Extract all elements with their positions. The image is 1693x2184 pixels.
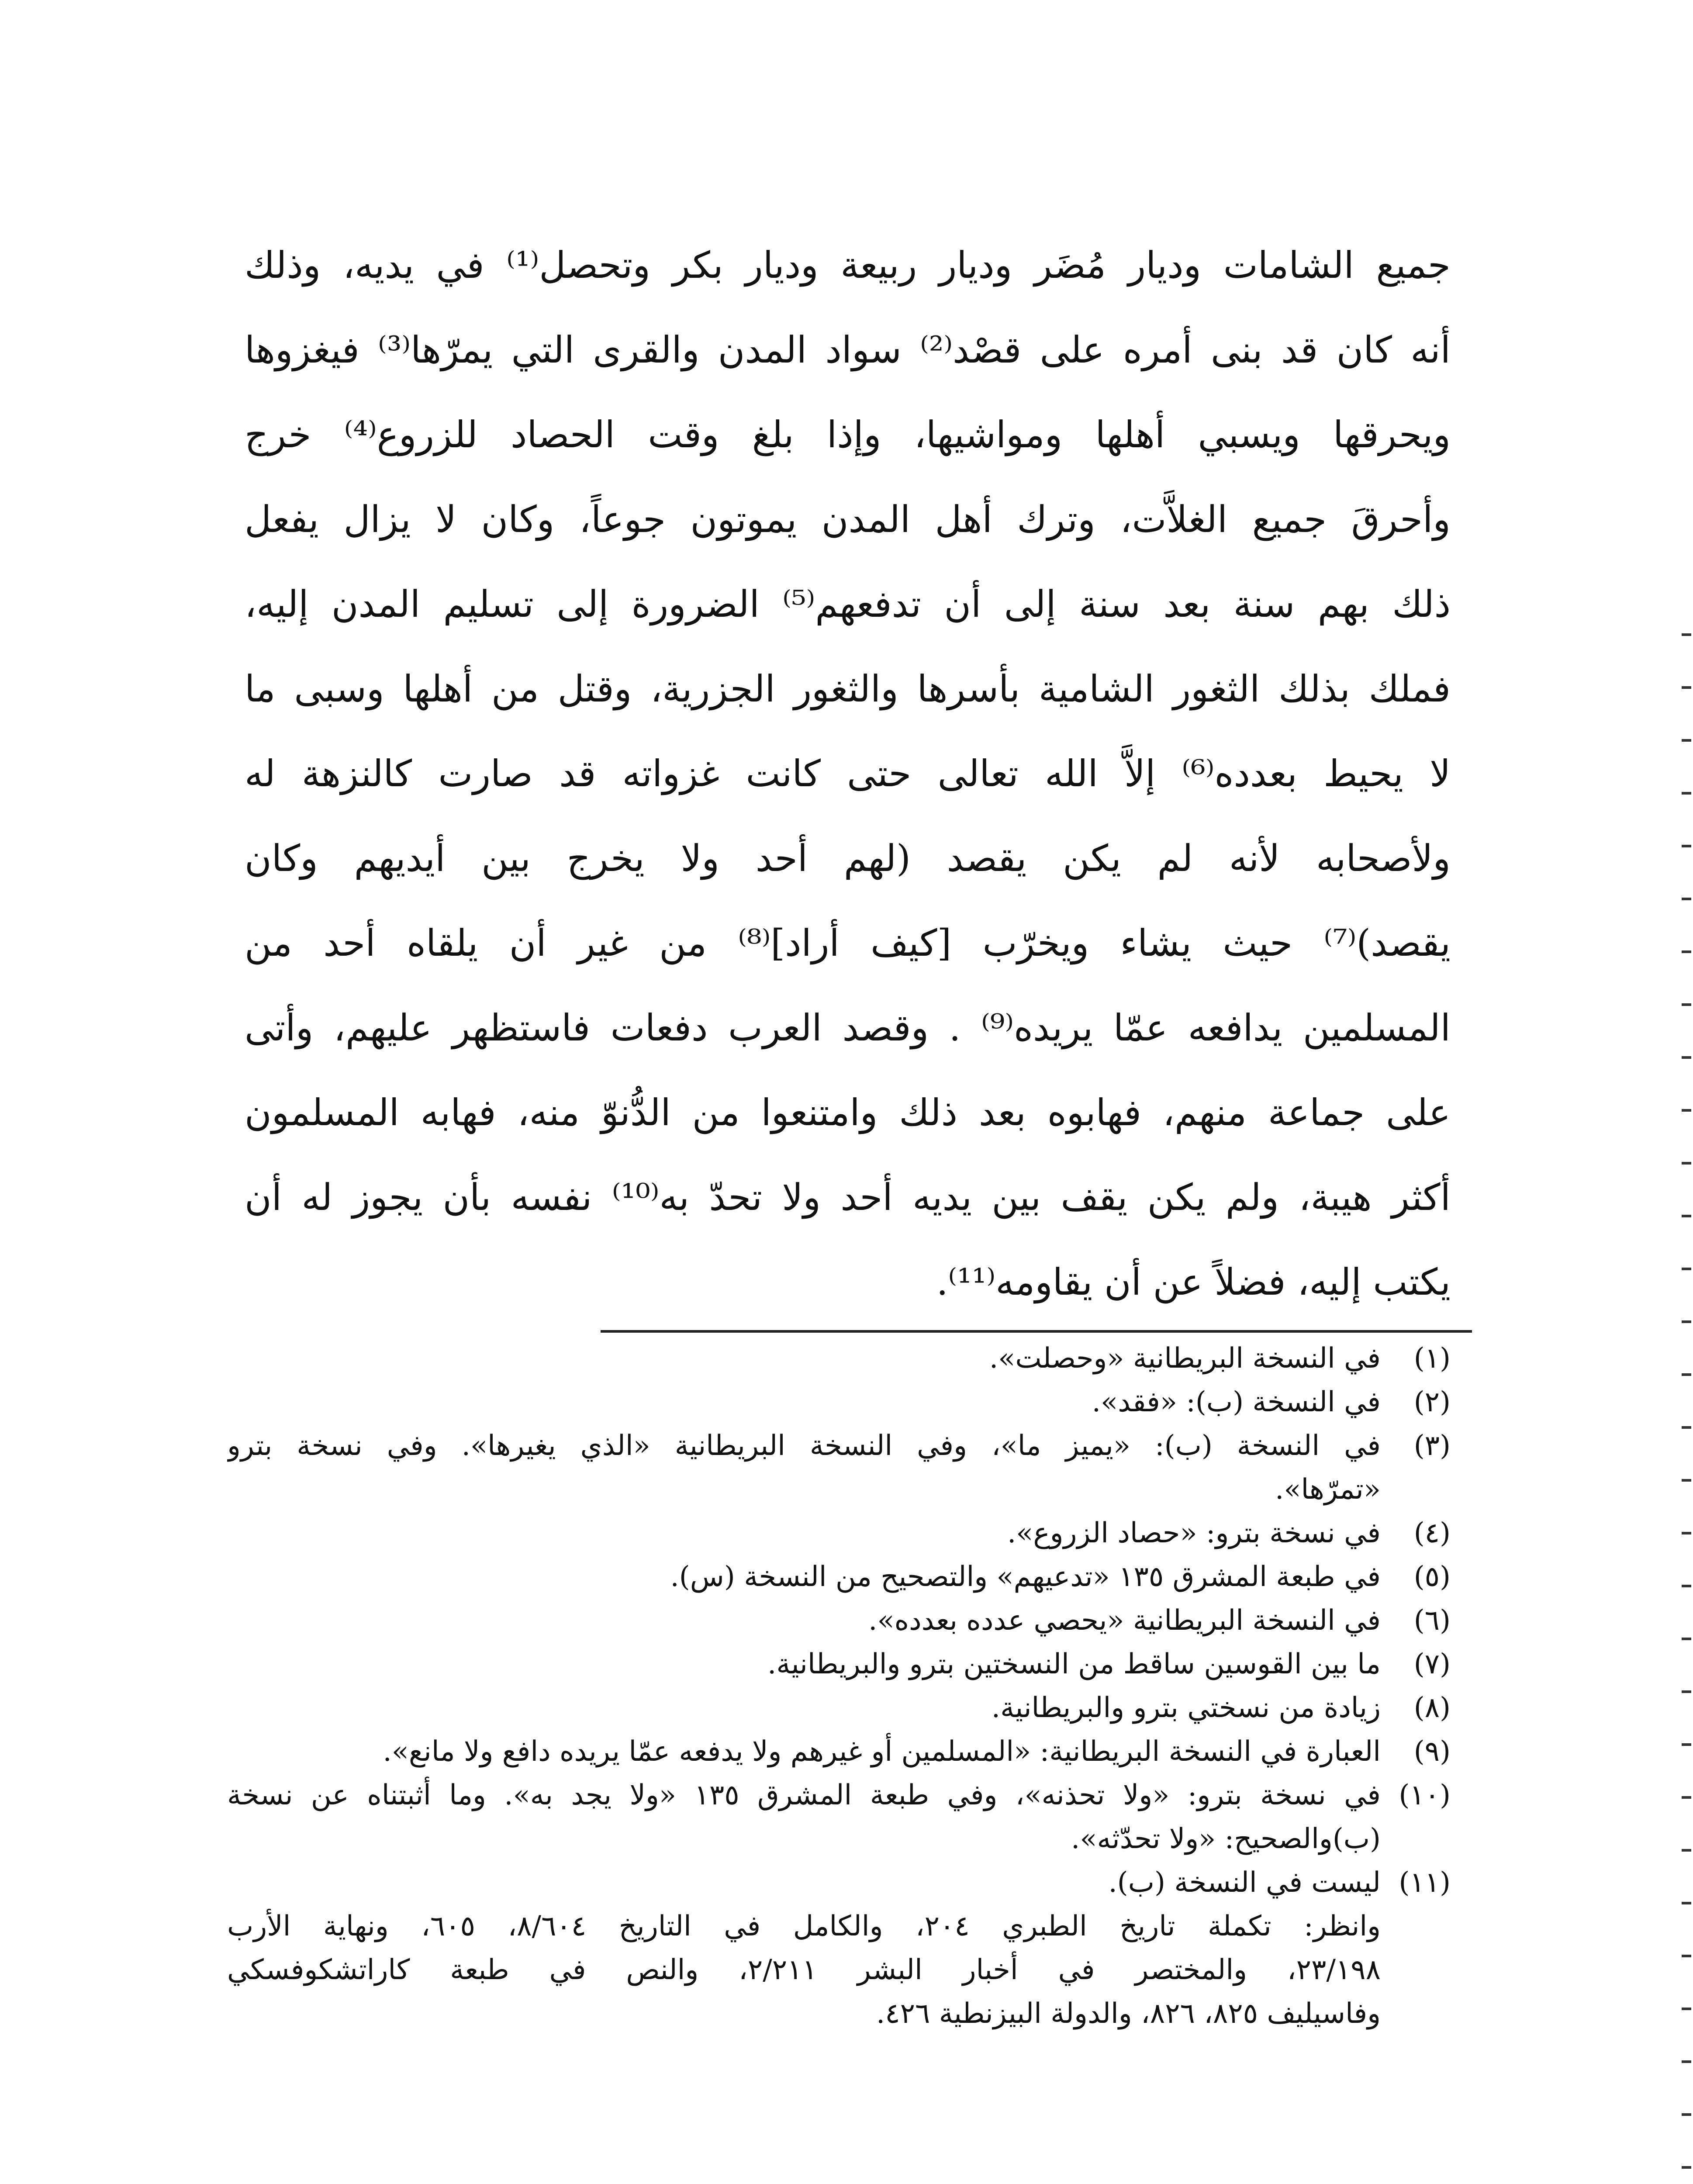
edge-tick — [1682, 1056, 1691, 1059]
edge-tick — [1682, 1373, 1691, 1376]
footnote-reference-line: وفاسيليف ٨٢٥، ٨٢٦، والدولة البيزنطية ٤٢٦. — [876, 1997, 1381, 2030]
main-text-line: أنه كان قد بنى أمره على قصْد⁽²⁾ سواد المدن والقرى التي يمرّها⁽³⁾ فيغزوها — [245, 328, 1451, 371]
footnote-text — [227, 1773, 1381, 1861]
footnote-item — [227, 1424, 1451, 1511]
edge-tick — [1682, 1215, 1691, 1217]
footnote-line: زيادة من نسختي بترو والبريطانية. — [991, 1692, 1381, 1724]
footnote-number: (٦) — [1413, 1604, 1451, 1637]
edge-tick — [1682, 2166, 1691, 2169]
main-text-line: فملك بذلك الثغور الشامية بأسرها والثغور الجزرية، وقتل من أهلها وسبى ما — [245, 667, 1451, 710]
footnote-line: في النسخة (ب): «فقد». — [1092, 1386, 1381, 1418]
edge-tick — [1682, 2113, 1691, 2116]
footnote-item — [227, 1337, 1451, 1380]
footnote-reference-line: وانظر: تكملة تاريخ الطبري ٢٠٤، والكامل في التاريخ ٨/٦٠٤، ٦٠٥، ونهاية الأرب — [227, 1910, 1381, 1942]
footnote-text — [227, 1686, 1381, 1730]
main-text-block — [245, 223, 1451, 1324]
main-text-line: ولأصحابه لأنه لم يكن يقصد (لهم أحد ولا يخرج بين أيديهم وكان — [245, 837, 1451, 880]
footnote-line: في النسخة البريطانية «وحصلت». — [989, 1342, 1381, 1375]
footnote-number: (٩) — [1413, 1735, 1451, 1768]
edge-tick — [1682, 950, 1691, 953]
edge-tick — [1682, 2008, 1691, 2010]
edge-tick — [1682, 898, 1691, 900]
footnote-line: في نسخة بترو: «ولا تحذنه»، وفي طبعة المشرق ١٣٥ «ولا يجد به». وما أثبتناه عن نسخة — [227, 1779, 1381, 1811]
footnote-number: (١) — [1413, 1342, 1451, 1375]
edge-tick — [1682, 1109, 1691, 1112]
footnote-number: (١٠) — [1399, 1779, 1451, 1811]
main-text-line: يكتب إليه، فضلاً عن أن يقاومه⁽¹¹⁾. — [936, 1261, 1451, 1303]
footnote-item — [227, 1642, 1451, 1686]
footnote-text — [227, 1861, 1381, 1904]
edge-tick — [1682, 739, 1691, 742]
edge-tick — [1682, 633, 1691, 636]
edge-tick — [1682, 1902, 1691, 1904]
footnote-item — [227, 1599, 1451, 1642]
edge-tick — [1682, 1162, 1691, 1165]
footnote-line: ما بين القوسين ساقط من النسختين بترو والبريطانية. — [767, 1648, 1381, 1680]
footnote-number: (٣) — [1413, 1430, 1451, 1462]
footnote-item — [227, 1773, 1451, 1861]
footnote-line: في النسخة البريطانية «يحصي عدده بعدده». — [868, 1604, 1381, 1637]
footnote-list — [227, 1337, 1451, 1904]
footnote-text — [227, 1380, 1381, 1424]
footnotes-block — [227, 1337, 1451, 2035]
edge-tick — [1682, 1796, 1691, 1799]
edge-tick — [1682, 845, 1691, 847]
edge-tick — [1682, 1426, 1691, 1429]
footnote-line: العبارة في النسخة البريطانية: «المسلمين أو غيرهم ولا يدفعه عمّا يريده دافع ولا مانع». — [383, 1735, 1381, 1768]
footnote-reference-line: ٢٣/١٩٨، والمختصر في أخبار البشر ٢/٢١١، والنص في طبعة كاراتشكوفسكي — [227, 1954, 1381, 1986]
footnote-line: (ب)والصحيح: «ولا تحدّثه». — [1071, 1823, 1381, 1855]
footnote-item — [227, 1861, 1451, 1904]
footnote-line: في نسخة بترو: «حصاد الزروع». — [1007, 1517, 1381, 1549]
footnote-item — [227, 1686, 1451, 1730]
footnote-line: في النسخة (ب): «يميز ما»، وفي النسخة البريطانية «الذي يغيرها». وفي نسخة بترو — [227, 1430, 1381, 1462]
footnote-number: (٢) — [1413, 1386, 1451, 1418]
main-text-line: المسلمين يدافعه عمّا يريده⁽⁹⁾ . وقصد العرب دفعات فاستظهر عليهم، وأتى — [245, 1006, 1451, 1049]
main-text-line: يقصد)⁽⁷⁾ حيث يشاء ويخرّب [كيف أراد]⁽⁸⁾ من غير أن يلقاه أحد من — [245, 922, 1451, 964]
edge-tick — [1682, 1690, 1691, 1693]
edge-tick — [1682, 1268, 1691, 1270]
footnote-number: (١١) — [1399, 1866, 1451, 1899]
footnote-item — [227, 1511, 1451, 1555]
edge-tick — [1682, 1585, 1691, 1587]
footnote-number: (٧) — [1413, 1648, 1451, 1680]
main-text-line: على جماعة منهم، فهابوه بعد ذلك وامتنعوا من الدُّنوّ منه، فهابه المسلمون — [245, 1091, 1451, 1134]
footnote-text — [227, 1337, 1381, 1380]
footnote-item — [227, 1730, 1451, 1773]
footnote-references — [227, 1904, 1381, 2035]
footnote-item — [227, 1380, 1451, 1424]
footnote-text — [227, 1511, 1381, 1555]
main-text-line: أكثر هيبة، ولم يكن يقف بين يديه أحد ولا تحدّ به⁽¹⁰⁾ نفسه بأن يجوز له أن — [245, 1176, 1451, 1219]
footnote-text — [227, 1730, 1381, 1773]
edge-tick — [1682, 1849, 1691, 1852]
footnote-line: ليست في النسخة (ب). — [1108, 1866, 1381, 1899]
edge-tick — [1682, 686, 1691, 689]
main-text-line: ويحرقها ويسبي أهلها ومواشيها، وإذا بلغ وقت الحصاد للزروع⁽⁴⁾ خرج — [245, 413, 1451, 456]
footnote-line: «تمرّها». — [1275, 1473, 1381, 1506]
edge-tick — [1682, 1532, 1691, 1534]
main-text-line: لا يحيط بعدده⁽⁶⁾ إلاَّ الله تعالى حتى كانت غزواته قد صارت كالنزهة له — [245, 752, 1451, 795]
edge-tick — [1682, 1743, 1691, 1746]
main-text-line: وأحرقَ جميع الغلاَّت، وترك أهل المدن يموتون جوعاً، وكان لا يزال يفعل — [245, 498, 1451, 541]
edge-tick — [1682, 1479, 1691, 1482]
footnote-text — [227, 1642, 1381, 1686]
edge-tick — [1682, 1955, 1691, 1957]
footnote-number: (٥) — [1413, 1561, 1451, 1593]
footnote-line: في طبعة المشرق ١٣٥ «تدعيهم» والتصحيح من النسخة (س). — [670, 1561, 1381, 1593]
edge-tick — [1682, 1638, 1691, 1640]
page-edge-marks — [1676, 633, 1693, 2184]
edge-tick — [1682, 792, 1691, 795]
footnote-number: (٤) — [1413, 1517, 1451, 1549]
footnote-number: (٨) — [1413, 1692, 1451, 1724]
footnote-item — [227, 1555, 1451, 1599]
footnote-text — [227, 1555, 1381, 1599]
edge-tick — [1682, 1320, 1691, 1323]
main-text-line: جميع الشامات وديار مُضَر وديار ربيعة وديار بكر وتحصل⁽¹⁾ في يديه، وذلك — [245, 244, 1451, 287]
edge-tick — [1682, 1003, 1691, 1006]
edge-tick — [1682, 2060, 1691, 2063]
main-text-line: ذلك بهم سنة بعد سنة إلى أن تدفعهم⁽⁵⁾ الضرورة إلى تسليم المدن إليه، — [245, 583, 1451, 625]
footnote-text — [227, 1424, 1381, 1511]
footnote-divider — [601, 1330, 1472, 1333]
footnote-text — [227, 1599, 1381, 1642]
